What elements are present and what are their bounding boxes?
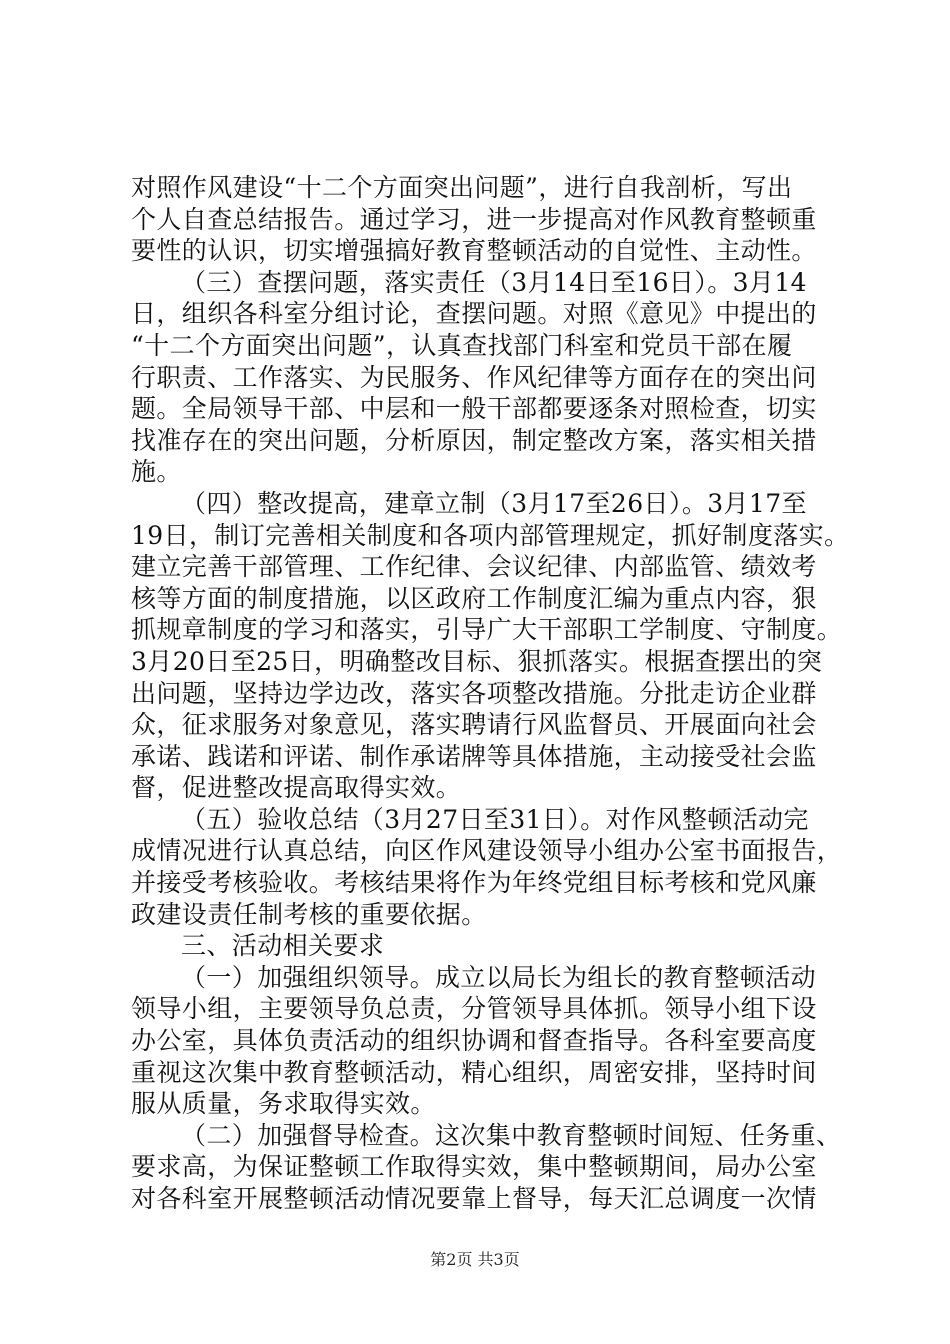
text-line: 行职责、工作落实、为民服务、作风纪律等方面存在的突出问 bbox=[131, 362, 817, 392]
text-line: 日，组织各科室分组讨论，查摆问题。对照《意见》中提出的 bbox=[131, 299, 817, 329]
text-line: 找准存在的突出问题，分析原因，制定整改方案，落实相关措 bbox=[131, 425, 817, 455]
text-line: 建立完善干部管理、工作纪律、会议纪律、内部监管、绩效考 bbox=[131, 552, 817, 582]
text-line: （二）加强督导检查。这次集中教育整顿时间短、任务重、 bbox=[181, 1120, 842, 1150]
text-line: “十二个方面突出问题”，认真查找部门科室和党员干部在履 bbox=[131, 330, 793, 360]
text-line: （三）查摆问题，落实责任（3月14日至16日）。3月14 bbox=[181, 267, 807, 297]
text-line: 三、活动相关要求 bbox=[181, 931, 385, 961]
text-line: （一）加强组织领导。成立以局长为组长的教育整顿活动 bbox=[181, 962, 817, 992]
document-body bbox=[131, 172, 850, 1215]
text-line: 个人自查总结报告。通过学习，进一步提高对作风教育整顿重 bbox=[131, 204, 817, 234]
text-line: 承诺、践诺和评诺、制作承诺牌等具体措施，主动接受社会监 bbox=[131, 741, 817, 771]
text-line: 要性的认识，切实增强搞好教育整顿活动的自觉性、主动性。 bbox=[131, 236, 817, 266]
text-line: 众，征求服务对象意见，落实聘请行风监督员、开展面向社会 bbox=[131, 710, 817, 740]
text-line: 政建设责任制考核的重要依据。 bbox=[131, 899, 487, 929]
text-line: 19日，制订完善相关制度和各项内部管理规定，抓好制度落实。 bbox=[131, 520, 850, 550]
text-line: 并接受考核验收。考核结果将作为年终党组目标考核和党风廉 bbox=[131, 868, 817, 898]
text-line: （五）验收总结（3月27日至31日）。对作风整顿活动完 bbox=[181, 804, 809, 834]
text-line: 核等方面的制度措施，以区政府工作制度汇编为重点内容，狠 bbox=[131, 583, 817, 613]
text-line: 成情况进行认真总结，向区作风建设领导小组办公室书面报告， bbox=[131, 836, 843, 866]
text-line: 领导小组，主要领导负总责，分管领导具体抓。领导小组下设 bbox=[131, 994, 817, 1024]
text-line: 对各科室开展整顿活动情况要靠上督导，每天汇总调度一次情 bbox=[131, 1184, 817, 1213]
page-footer: 第2页 共3页 bbox=[430, 1250, 520, 1269]
text-line: （四）整改提高，建章立制（3月17至26日）。3月17至 bbox=[181, 488, 807, 518]
text-line: 3月20日至25日，明确整改目标、狠抓落实。根据查摆出的突 bbox=[131, 646, 823, 676]
text-line: 要求高，为保证整顿工作取得实效，集中整顿期间，局办公室 bbox=[131, 1152, 817, 1182]
text-line: 施。 bbox=[131, 457, 182, 487]
text-line: 服从质量，务求取得实效。 bbox=[131, 1089, 436, 1119]
text-line: 对照作风建设“十二个方面突出问题”，进行自我剖析，写出 bbox=[131, 173, 793, 202]
text-line: 办公室，具体负责活动的组织协调和督查指导。各科室要高度 bbox=[131, 1026, 817, 1056]
text-line: 抓规章制度的学习和落实，引导广大干部职工学制度、守制度。 bbox=[131, 615, 843, 645]
text-line: 督，促进整改提高取得实效。 bbox=[131, 773, 462, 803]
text-line: 重视这次集中教育整顿活动，精心组织，周密安排，坚持时间 bbox=[131, 1057, 817, 1087]
text-line: 出问题，坚持边学边改，落实各项整改措施。分批走访企业群 bbox=[131, 678, 817, 708]
text-line: 题。全局领导干部、中层和一般干部都要逐条对照检查，切实 bbox=[131, 394, 817, 424]
